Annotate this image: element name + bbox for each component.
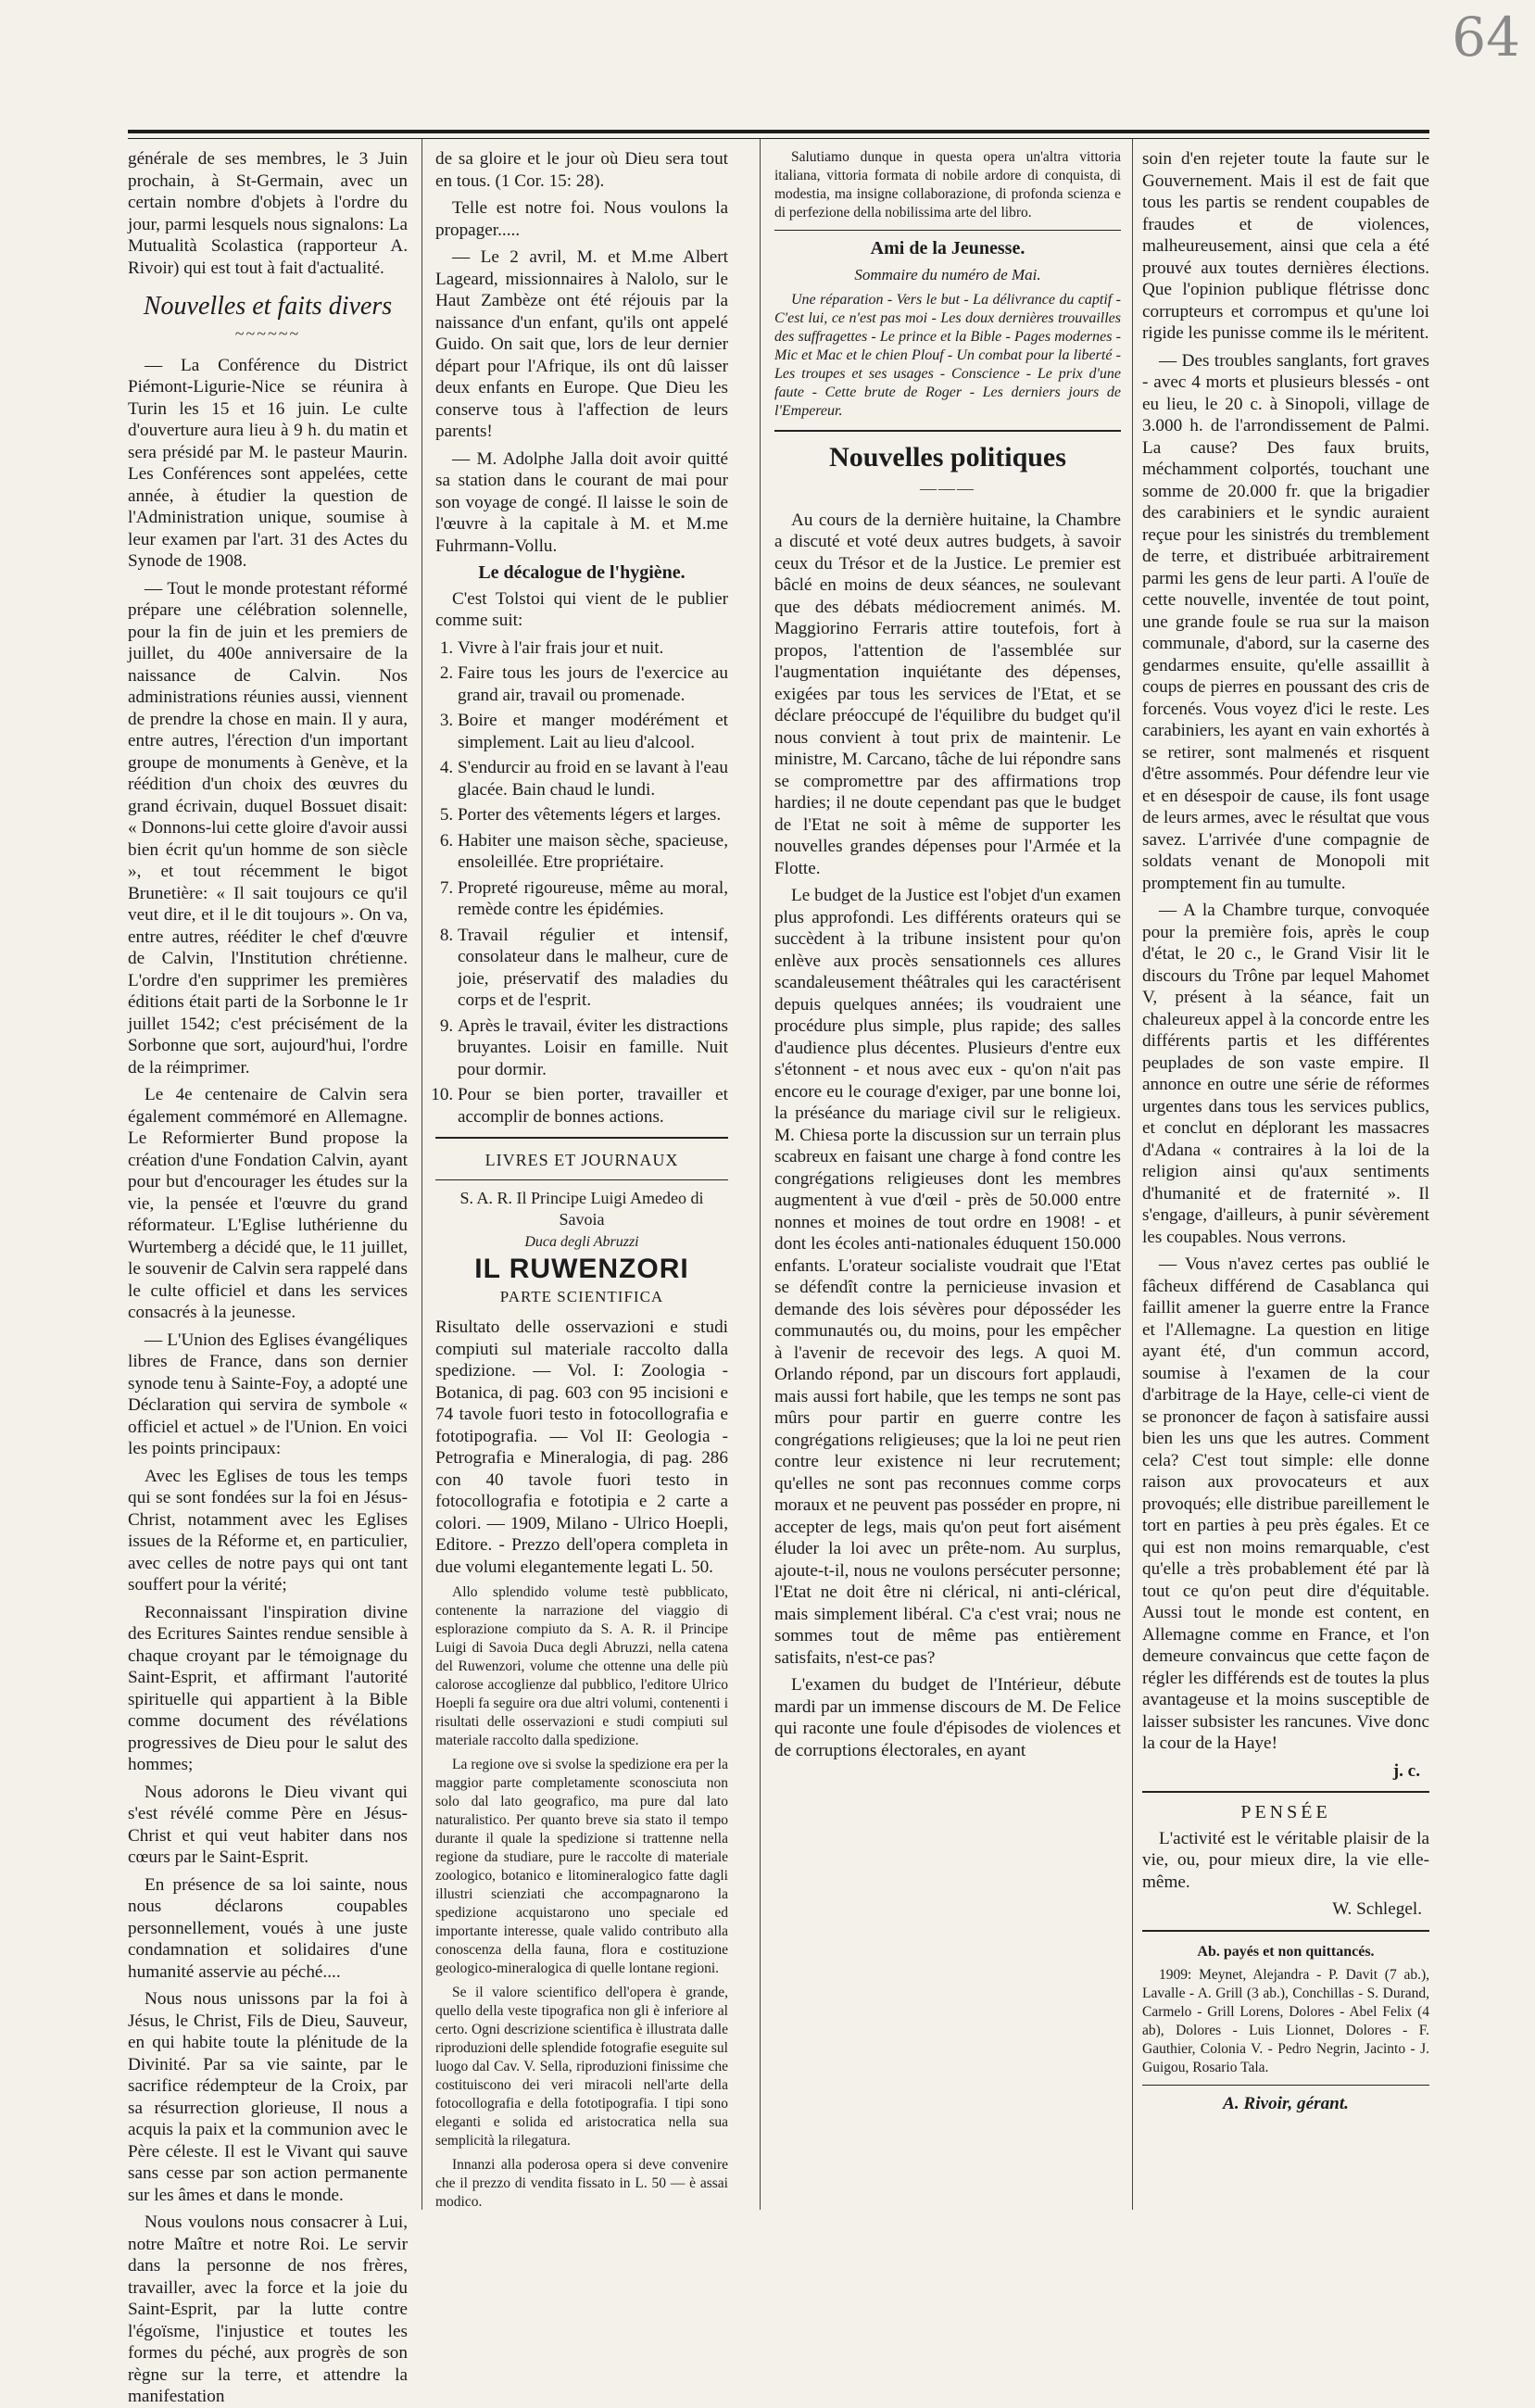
article-paragraph: — La Conférence du District Piémont-Ligurie-Nice se réunira à Turin les 15 et 16 juin. Le culte d'ouverture aura lieu à 9 h. du matin et sera présidé par M. le pasteur Maurin. Les Conférences sont appelées, cette année, à étudier la question de l'Administration unique, soumise à leur examen par l'art. 31 des Actes du Synode de 1908. — [128, 355, 408, 571]
subscriptions-title: Ab. payés et non quittancés. — [1197, 1943, 1375, 1960]
section-divider — [435, 1179, 728, 1180]
pensee-title: PENSÉE — [1240, 1802, 1331, 1822]
decalogue-item: 4. S'endurcir au froid en se lavant à l'eau glacée. Bain chaud le lundi. — [458, 757, 728, 801]
section-divider — [1142, 2085, 1429, 2086]
page-number: 64 — [1452, 6, 1520, 69]
decalogue-list — [435, 637, 728, 1128]
article-paragraph: — L'Union des Eglises évangéliques libres de France, dans son dernier synode tenu à Sainte-Foy, a adopté une Déclaration qui servira de symbole « officiel et actuel » de l'Union. En voici les points principaux: — [128, 1330, 408, 1458]
book-author: S. A. R. Il Principe Luigi Amedeo di Savoia — [459, 1188, 704, 1229]
decalogue-title: Le décalogue de l'hygiène. — [478, 562, 686, 583]
decalogue-item: 6. Habiter une maison sèche, spacieuse, ensoleillée. Etre propriétaire. — [458, 830, 728, 874]
article-paragraph: Au cours de la dernière huitaine, la Chambre a discuté et voté deux autres budgets, à savoir ceux du Trésor et de la Justice. Le premier est bâclé en moins de deux séances, ne soulevant que des débats médiocrement animés. M. Maggiorino Ferraris attire toutefois, fort à propos, l'attention de l'assemblée sur l'augmentation inquiétante des dépenses, exigées par tous les services de l'Etat, et se déclare préoccupé de l'équilibre du budget qu'il nous convient à tout prix de maintenir. Le ministre, M. Carcano, tâche de lui répondre sans se compromettre par des affirmations trop hardies; il ne doute cependant pas que le budget de l'Etat ne soit à même de supporter les nouvelles grandes dépenses pour l'Armée et la Flotte. — [774, 510, 1121, 878]
article-paragraph: Le budget de la Justice est l'objet d'un examen plus approfondi. Les différents orateurs qui se succèdent à la tribune insistent pour qu'on enlève aux procès sensationnels ces allures scandaleusement théâtrales qui les caractérisent depuis quelques années; ils voudraient une procédure plus simple, plus rapide; des salles d'audience plus décentes. Plusieurs d'entre eux s'étonnent - et nous avec eux - qu'on n'ait pas encore eu le courage d'exiger, par une bonne loi, la préséance du mariage civil sur le religieux. M. Chiesa porte la discussion sur un terrain plus scabreux en faisant une charge à fond contre les congrégations religieuses dont les membres augmentent à vue d'œil - près de 50.000 entre nonnes et moines de tout ordre en 1908! - et dont les écoles anti-nationales éduquent 150.000 enfants. L'orateur socialiste voudrait que l'Etat se défendît contre la pernicieuse invasion et demande des lois sévères pour déposséder les communautés ou, du moins, pour les empêcher à l'avenir de recevoir des legs. A quoi M. Orlando répond, par un discours fort applaudi, mais aussi fort habile, que les temps ne sont pas mûrs pour partir en guerre contre les congrégations religieuses; que la loi ne peut rien contre leur existence ni leur recrutement; qu'elles ne sont pas reconnues comme corps moraux et ne peuvent pas posséder en propre, ni accepter de legs, mais qu'on peut fort aisément éluder la loi avec un prête-nom. Au surplus, ajoute-t-il, nous ne voulons persécuter personne; l'Etat ne doit être ni clérical, ni anti-clérical, mais simplement libéral. C'a c'est vrai; nous ne sommes tout de même pas entièrement satisfaits, n'est-ce pas? — [774, 886, 1121, 1668]
column-2 — [435, 148, 728, 2251]
article-paragraph: — A la Chambre turque, convoquée pour la première fois, après le coup d'état, le 20 c., le Grand Visir lit le discours du Trône par lequel Mahomet V, présent à la séance, fait un chaleureux appel à la concorde entre les différents partis et les différentes peuplades de son vaste empire. Il annonce en outre une série de réformes urgentes dans tous les services publics, et conclut en déplorant les massacres d'Adana « contraires à la loi de la religion ainsi qu'aux sentiments d'humanité et de fraternité ». Il s'engage, d'ailleurs, à punir sévèrement les coupables. Nous verrons. — [1142, 901, 1429, 1247]
decalogue-item: 1. Vivre à l'air frais jour et nuit. — [458, 637, 728, 660]
decalogue-item: 8. Travail régulier et intensif, consolateur dans le malheur, cure de joie, préservatif des maladies du corps et de l'esprit. — [458, 925, 728, 1012]
book-description: Risultato delle osservazioni e studi compiuti sul materiale raccolto dalla spedizione. — Vol. I: Zoologia - Botanica, di pag. 603 con 95 incisioni e 74 tavole fuori testo in fotocollografia e fototipografia. — Vol II: Geologia - Petrografia e Mineralogia, di pag. 286 con 40 tavole fuori testo in fotocollografia e fototipia e 2 carte a colori. — 1909, Milano - Ulrico Hoepli, Editore. - Prezzo dell'opera completa in due volumi elegantemente legati L. 50. — [435, 1317, 728, 1577]
book-review-paragraph: Se il valore scientifico dell'opera è grande, quello della veste tipografica non gli è inferiore al certo. Ogni descrizione scientifica è illustrata dalle riproduzioni delle splendide fotografie eseguite sul luogo dal Cav. V. Sella, riproduzioni finissime che costituiscono dei veri miracoli nell'arte della fotocollografia e della fototipografia. I tipi sono eleganti e solida ed aristocratica nella sua semplicità la rilegatura. — [435, 1985, 728, 2149]
column-3 — [774, 148, 1121, 2251]
section-divider — [1142, 1930, 1429, 1932]
column-divider — [421, 139, 422, 2210]
book-review-paragraph: Allo splendido volume testè pubblicato, contenente la narrazione del viaggio di esplorazione compiuto da S. A. R. il Principe Luigi di Savoia Duca degli Abruzzi, nella catena del Ruwenzori, volume che ottenne una delle più calorose accoglienze dal pubblico, l'editore Ulrico Hoepli fa seguire ora due altri volumi, contenenti i risultati delle osservazioni e studi compiuti sul materiale raccolto dalla spedizione. — [435, 1584, 728, 1748]
ami-summary: Une réparation - Vers le but - La délivrance du captif - C'est lui, ce n'est pas moi - Les doux dernières trouvailles des suffragettes - Le prince et la Bible - Pages modernes - Mic et Mac et le chien Plouf - Un combat pour la liberté - Les troupes et ses usages - Conscience - Le prix d'une faute - Cette brute de Roger - Les derniers jours de l'Empereur. — [774, 292, 1121, 419]
book-author-title: Duca degli Abruzzi — [524, 1233, 639, 1250]
article-paragraph: — Tout le monde protestant réformé prépare une célébration solennelle, pour la fin de juin et les premiers de juillet, du 400e anniversaire de la naissance de Calvin. Nos administrations réunies aussi, viennent de prendre la chose en main. Il y aura, entre autres, l'érection d'un important groupe de monuments à Genève, et la réédition d'un choix des œuvres du grand écrivain, duquel Bossuet disait: « Donnons-lui cette gloire d'avoir aussi bien écrit qu'un homme de son siècle », et tout récemment le bigot Brunetière: « Il sait toujours ce qu'il veut dire, et il le dit toujours ». On va, entre autres, rééditer le chef d'œuvre de Calvin, l'Institution chrétienne. L'ordre d'en supprimer les premières éditions était parti de la Sorbonne le 1r juillet 1542; c'est précisément de la Sorbonne que sort, aujourd'hui, l'ordre de la réimprimer. — [128, 578, 408, 1078]
decalogue-intro: C'est Tolstoi qui vient de le publier comme suit: — [435, 588, 728, 630]
book-review-paragraph: Salutiamo dunque in questa opera un'altra vittoria italiana, vittoria formata di nobile ardore di conquista, di modestia, ma insigne collaborazione, di profonda scienza e di perfezione della nobilissima arte del libro. — [774, 149, 1121, 221]
article-paragraph: — M. Adolphe Jalla doit avoir quitté sa station dans le courant de mai pour son voyage de congé. Il laisse le soin de l'œuvre à la capitale à M. et M.me Fuhrmann-Vollu. — [435, 448, 728, 556]
article-paragraph: L'examen du budget de l'Intérieur, débute mardi par un immense discours de M. De Felice qui raconte une foule d'épisodes de violences et de corruptions électorales, en ayant — [774, 1675, 1121, 1760]
decalogue-item: 10. Pour se bien porter, travailler et accomplir de bonnes actions. — [458, 1084, 728, 1128]
section-divider — [435, 1137, 728, 1139]
ornament: ——— — [920, 479, 975, 498]
book-subtitle: PARTE SCIENTIFICA — [499, 1287, 664, 1305]
article-paragraph: de sa gloire et le jour où Dieu sera tout en tous. (1 Cor. 15: 28). — [435, 149, 728, 191]
decalogue-item: 2. Faire tous les jours de l'exercice au grand air, travail ou promenade. — [458, 662, 728, 706]
article-paragraph: Nous voulons nous consacrer à Lui, notre Maître et notre Roi. Le servir dans la personne de nos frères, travailler, avec la force et la joie du Saint-Esprit, par la lutte contre l'égoïsme, l'injustice et toutes les formes du péché, aux progrès de son règne sur la terre, et attendre la manifestation — [128, 2213, 408, 2406]
gerant: A. Rivoir, gérant. — [1223, 2094, 1349, 2113]
section-divider — [1142, 1791, 1429, 1793]
pensee-author: W. Schlegel. — [1332, 1899, 1422, 1919]
section-divider — [774, 230, 1121, 231]
politics-title: Nouvelles politiques — [829, 442, 1066, 473]
column-divider — [1132, 139, 1133, 2210]
section-title: Nouvelles et faits divers — [143, 292, 393, 321]
pensee-text: L'activité est le véritable plaisir de la vie, ou, pour mieux dire, la vie elle-même. — [1142, 1828, 1429, 1892]
article-paragraph: — Des troubles sanglants, fort graves - avec 4 morts et plusieurs blessés - ont eu lieu, le 20 c. à Sinopoli, village de 3.000 h. de l'arrondissement de Palmi. La cause? Des faux bruits, méchamment colportés, touchant une somme de 20.000 fr. que la brigadier des carabiniers et le syndic auraient reçue pour les sinistrés du tremblement de terre, et distribuée arbitrairement parmi les gens de leur parti. A l'ouïe de cette nouvelle, inventée de tout point, une grande foule se rua sur la maison communale, d'abord, sur la caserne des gendarmes ensuite, qu'elle assaillit à coups de pierres en poussant des cris de forcenés. Vous voyez d'ici le reste. Les carabiniers, les ayant en vain exhortés à se retirer, sont malmenés et risquent d'être assommés. Pour défendre leur vie et en désespoir de cause, ils font usage de leurs armes, avec le résultat que vous savez. L'arrivée d'une compagnie de soldats venant de Monopoli mit promptement fin au tumulte. — [1142, 350, 1429, 893]
article-paragraph: — Vous n'avez certes pas oublié le fâcheux différend de Casablanca qui faillit amener la guerre entre la France et l'Allemagne. La question en litige ayant été, d'un commun accord, soumise à l'examen de la cour d'arbitrage de la Haye, celle-ci vient de se prononcer de façon à satisfaire aussi bien les uns que les autres. Comment cela? C'est tout simple: elle donne raison aux provocateurs et aux provoqués; elle distribue pareillement le tort en parties à peu près égales. Et ce qui est non moins remarquable, c'est qu'elle a très probablement été par là tout ce qu'on peut dire d'équitable. Aussi tout le monde est content, en Allemagne comme en France, et l'on demeure convaincus que cette façon de régler les différends est de toutes la plus avantageuse et la moins susceptible de laisser subsister les rancunes. Vive donc la cour de la Haye! — [1142, 1254, 1429, 1753]
article-paragraph: — Le 2 avril, M. et M.me Albert Lageard, missionnaires à Nalolo, sur le Haut Zambèze ont été réjouis par la naissance d'un enfant, qu'ils ont appelé Guido. On sait que, lors de leur dernier départ pour l'Afrique, ils ont dû laisser deux enfants en Europe. Que Dieu les conserve tous à l'affection de leurs parents! — [435, 247, 728, 441]
article-paragraph: Nous adorons le Dieu vivant qui s'est révélé comme Père en Jésus-Christ et qui veut habiter dans nos cœurs par le Saint-Esprit. — [128, 1782, 408, 1867]
column-divider — [760, 139, 761, 2210]
decalogue-item: 9. Après le travail, éviter les distractions bruyantes. Loisir en famille. Nuit pour dormir. — [458, 1015, 728, 1081]
ornament: ~~~~~~ — [234, 324, 301, 343]
book-review-paragraph: Innanzi alla poderosa opera si deve convenire che il prezzo di vendita fissato in L. 50 — è assai modico. — [435, 2157, 728, 2210]
article-paragraph: Reconnaissant l'inspiration divine des Ecritures Saintes rendue sensible à chaque croyant par le témoignage du Saint-Esprit, et affirmant l'autorité spirituelle qui appartient à la Bible comme document des révélations progressives de Dieu pour le salut des hommes; — [128, 1602, 408, 1774]
header-rule — [128, 130, 1429, 133]
ami-subtitle: Sommaire du numéro de Mai. — [854, 265, 1041, 284]
article-paragraph: En présence de sa loi sainte, nous nous déclarons coupables personnellement, voués à une juste condamnation et solidaires d'une humanité asservie au péché.... — [128, 1874, 408, 1982]
article-paragraph: Telle est notre foi. Nous voulons la propager..... — [435, 198, 728, 240]
ami-title: Ami de la Jeunesse. — [870, 238, 1025, 258]
article-paragraph: générale de ses membres, le 3 Juin prochain, à St-Germain, avec un certain nombre d'objets à l'ordre du jour, parmi lesquels nous signalons: La Mutualità Scolastica (rapporteur A. Rivoir) qui est tout à fait d'actualité. — [128, 149, 408, 278]
livres-heading: LIVRES ET JOURNAUX — [484, 1151, 679, 1169]
article-signature: j. c. — [1392, 1760, 1420, 1781]
book-title: IL RUWENZORI — [474, 1254, 689, 1284]
book-review-paragraph: La regione ove si svolse la spedizione era per la maggior parte completamente sconosciuta non solo dal lato geografico, ma pure dal lato naturalistico. Per quanto breve sia stato il tempo durante il quale la spedizione si trattenne nella regione da studiare, pure le raccolte di materiale zoologico, botanico e litomineralogico fatte dagli illustri scienziati che accompagnarono la spedizione acquistarono uno speciale ed importante interesse, quale valido contributo alla conoscenza della fauna, flora e costituzione geologico-mineralogica di quelle lontane regioni. — [435, 1757, 728, 1976]
decalogue-item: 7. Propreté rigoureuse, même au moral, remède contre les épidémies. — [458, 877, 728, 921]
decalogue-item: 5. Porter des vêtements légers et larges. — [458, 804, 728, 826]
article-paragraph: Le 4e centenaire de Calvin sera également commémoré en Allemagne. Le Reformierter Bund propose la création d'une Fondation Calvin, ayant pour but d'encourager les études sur la vie, la pensée et l'œuvre du grand réformateur. L'Eglise luthérienne du Wurtemberg a décidé que, le 11 juillet, le souvenir de Calvin sera rappelé dans le culte officiel et dans les services consacrés à la jeunesse. — [128, 1085, 408, 1322]
section-divider — [774, 430, 1121, 432]
column-1 — [128, 148, 408, 2406]
article-paragraph: Avec les Eglises de tous les temps qui se sont fondées sur la foi en Jésus-Christ, notamment avec les Eglises issues de la Réforme et, en particulier, avec celles de notre pays qui ont tant souffert pour la vérité; — [128, 1466, 408, 1595]
article-paragraph: soin d'en rejeter toute la faute sur le Gouvernement. Mais il est de fait que tous les partis se rendent coupables de fraudes et de violences, malheureusement, ainsi que cela a été prouvé aux toutes dernières élections. Que l'opinion publique flétrisse donc corrupteurs et corrompus et qu'une loi rigide les punisse comme ils le méritent. — [1142, 149, 1429, 343]
column-4 — [1142, 148, 1429, 2251]
decalogue-item: 3. Boire et manger modérément et simplement. Lait au lieu d'alcool. — [458, 710, 728, 753]
article-paragraph: Nous nous unissons par la foi à Jésus, le Christ, Fils de Dieu, Sauveur, en qui habite toute la plénitude de la Divinité. Par sa vie sainte, par le sacrifice rédempteur de la Croix, par sa résurrection glorieuse, Il nous a acquis la paix et la communion avec le Père céleste. Il est le Vivant qui sauve sans cesse par son action permanente sur les âmes et dans le monde. — [128, 1989, 408, 2205]
header-rule-thin — [128, 138, 1429, 139]
subscriptions-list: 1909: Meynet, Alejandra - P. Davit (7 ab.), Lavalle - A. Grill (3 ab.), Conchillas - S. Durand, Carmelo - Grill Lorens, Dolores - Abel Felix (4 ab), Dolores - Luis Lionnet, Dolores - F. Gauthier, Colonia V. - Pedro Negrin, Jacinto - J. Guigou, Rosario Tala. — [1142, 1967, 1429, 2075]
